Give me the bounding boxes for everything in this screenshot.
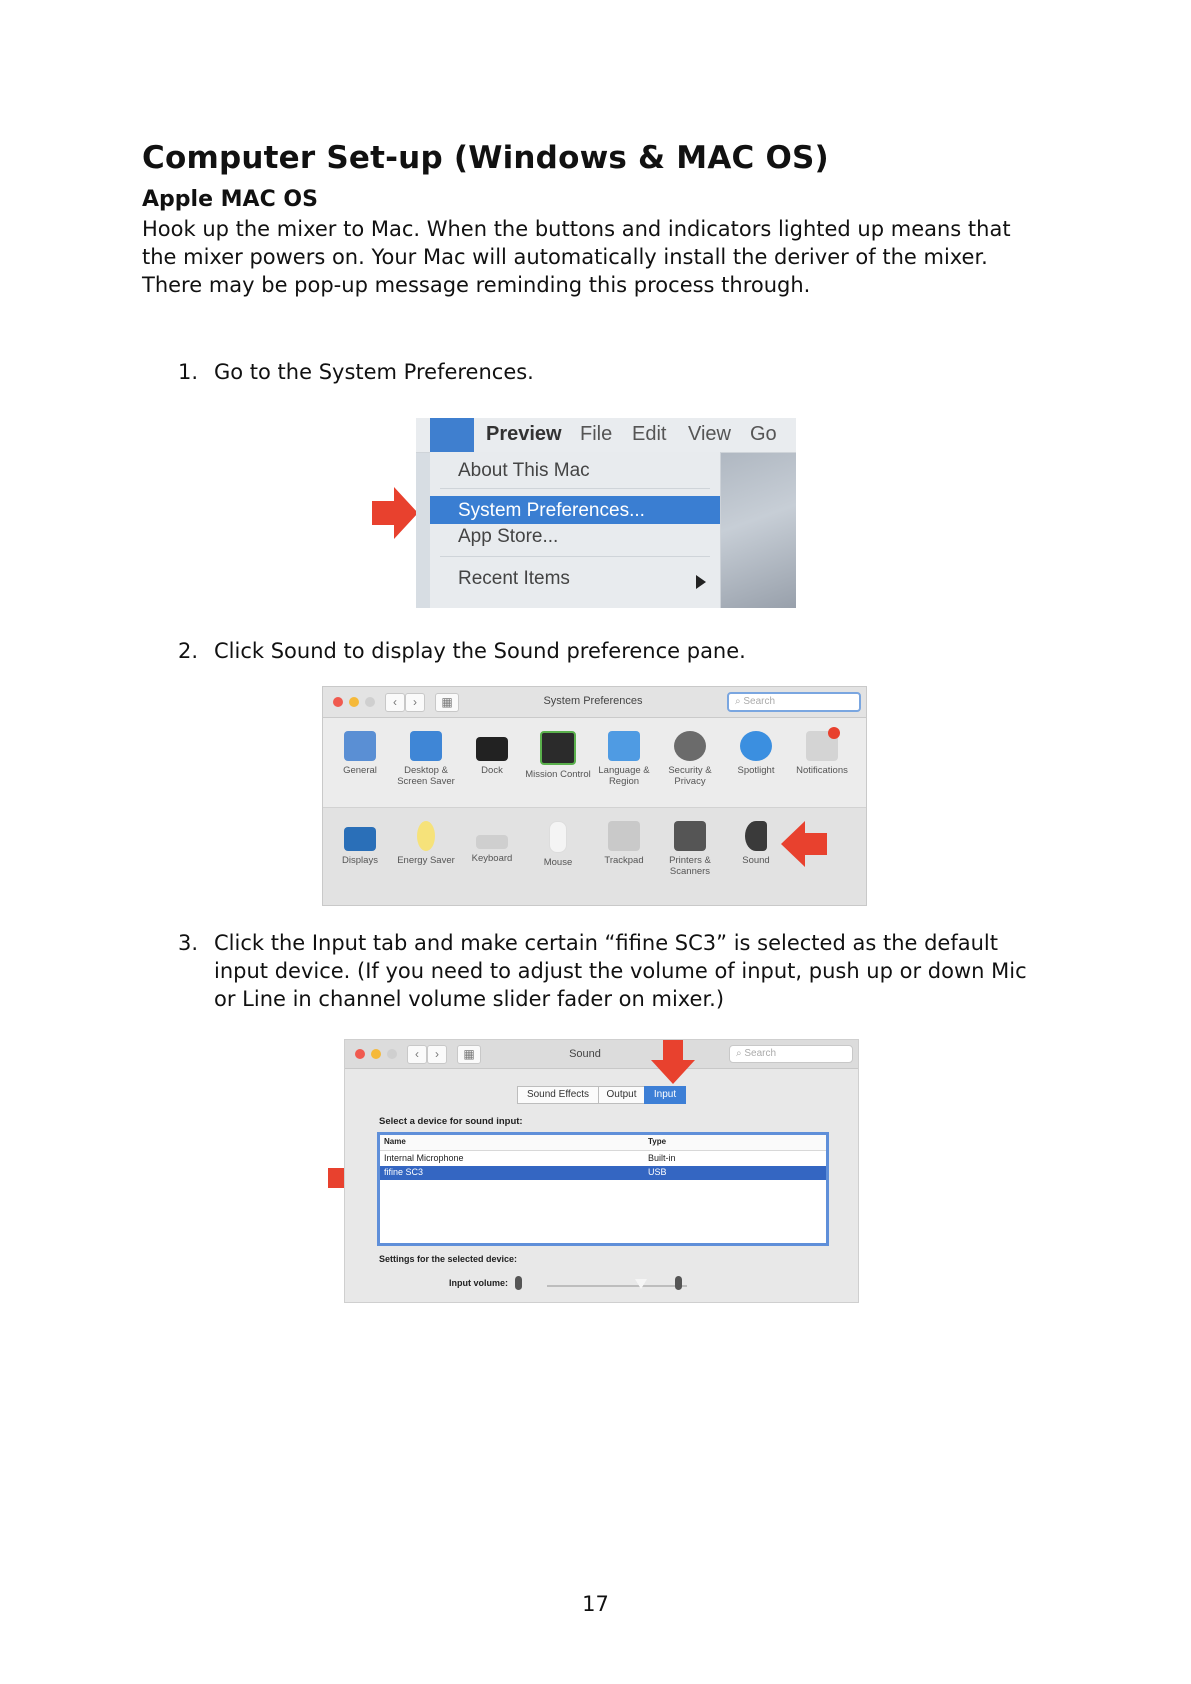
step-number: 3. bbox=[178, 931, 199, 955]
submenu-arrow-icon bbox=[696, 575, 706, 589]
printer-icon bbox=[674, 821, 706, 851]
device-name-fifine[interactable]: fifine SC3 bbox=[384, 1167, 424, 1177]
mic-high-icon bbox=[675, 1276, 682, 1290]
close-icon[interactable] bbox=[355, 1049, 365, 1059]
menu-go[interactable]: Go bbox=[750, 423, 777, 445]
select-device-label: Select a device for sound input: bbox=[379, 1116, 523, 1127]
device-type-fifine: USB bbox=[648, 1167, 667, 1177]
step-text: Click Sound to display the Sound preference pane. bbox=[214, 639, 746, 663]
pref-general[interactable] bbox=[327, 731, 393, 776]
apple-dropdown-menu bbox=[430, 452, 721, 608]
section-heading: Apple MAC OS bbox=[142, 187, 318, 212]
menu-view[interactable]: View bbox=[688, 423, 731, 445]
red-arrow-down-icon bbox=[651, 1039, 695, 1084]
pref-label: Dock bbox=[481, 765, 503, 776]
intro-paragraph: Hook up the mixer to Mac. When the buttons and indicators lighted up means that the mixer powers on. Your Mac will automatically install the deriver of the mixer. There may be pop-up message reminding this process through. bbox=[142, 217, 1011, 297]
pref-displays[interactable] bbox=[327, 821, 393, 866]
pref-label: Spotlight bbox=[737, 765, 775, 776]
spotlight-icon bbox=[740, 731, 772, 761]
pref-label: Mouse bbox=[543, 857, 573, 868]
pref-label: Trackpad bbox=[604, 855, 644, 866]
input-volume-label: Input volume: bbox=[449, 1278, 508, 1288]
apple-menu-screenshot bbox=[416, 418, 796, 608]
back-icon[interactable]: ‹ bbox=[407, 1045, 427, 1064]
window-toolbar bbox=[323, 687, 866, 718]
minimize-icon[interactable] bbox=[371, 1049, 381, 1059]
search-icon: ⌕ bbox=[735, 696, 744, 707]
dock-icon bbox=[476, 737, 508, 761]
menu-bar bbox=[416, 418, 796, 453]
window-title: System Preferences bbox=[543, 695, 643, 707]
close-icon[interactable] bbox=[333, 697, 343, 707]
menu-separator bbox=[440, 488, 710, 489]
forward-icon[interactable]: › bbox=[427, 1045, 447, 1064]
pref-dock[interactable] bbox=[459, 731, 525, 776]
slider-thumb[interactable] bbox=[635, 1279, 647, 1289]
window-toolbar bbox=[345, 1040, 858, 1069]
step-number: 1. bbox=[178, 360, 199, 384]
step-text: Click the Input tab and make certain “fifine SC3” is selected as the default input device. (If you need to adjust the volume of input, push up or down Mic or Line in channel volume slider fader on mixer.) bbox=[214, 931, 1027, 1011]
step-text: Go to the System Preferences. bbox=[214, 360, 534, 384]
pref-label: Energy Saver bbox=[397, 855, 455, 866]
pref-mission-control[interactable] bbox=[525, 731, 591, 780]
energy-saver-icon bbox=[417, 821, 435, 851]
pref-keyboard[interactable] bbox=[459, 821, 525, 864]
system-preferences-screenshot bbox=[322, 686, 867, 906]
search-placeholder: Search bbox=[744, 1048, 777, 1059]
step-number: 2. bbox=[178, 639, 199, 663]
mic-low-icon bbox=[515, 1276, 522, 1290]
pref-trackpad[interactable] bbox=[591, 821, 657, 866]
input-device-table bbox=[377, 1132, 829, 1246]
language-icon bbox=[608, 731, 640, 761]
zoom-icon[interactable] bbox=[365, 697, 375, 707]
menu-item-about[interactable]: About This Mac bbox=[458, 460, 590, 481]
speaker-icon bbox=[745, 821, 767, 851]
grid-view-icon[interactable]: ▦ bbox=[457, 1045, 481, 1064]
menu-separator bbox=[440, 556, 710, 557]
keyboard-icon bbox=[476, 835, 508, 849]
pref-language-region[interactable] bbox=[591, 731, 657, 787]
pref-label: Sound bbox=[742, 855, 770, 866]
table-header bbox=[380, 1135, 826, 1151]
menu-file[interactable]: File bbox=[580, 423, 613, 445]
pref-label: Keyboard bbox=[471, 853, 513, 864]
red-arrow-icon bbox=[781, 821, 827, 867]
menu-item-system-preferences[interactable]: System Preferences... bbox=[458, 500, 645, 521]
apple-menu-button[interactable] bbox=[430, 418, 474, 452]
mouse-icon bbox=[549, 821, 567, 853]
forward-icon[interactable]: › bbox=[405, 693, 425, 712]
pref-sound[interactable] bbox=[723, 821, 789, 866]
pref-spotlight[interactable] bbox=[723, 731, 789, 776]
pref-label: Language & Region bbox=[598, 765, 650, 787]
desktop-background bbox=[720, 448, 796, 608]
pref-label: Notifications bbox=[796, 765, 848, 776]
search-input[interactable] bbox=[727, 692, 861, 712]
window-title: Sound bbox=[569, 1048, 601, 1060]
back-icon[interactable]: ‹ bbox=[385, 693, 405, 712]
tab-input[interactable]: Input bbox=[644, 1086, 686, 1104]
desktop-icon bbox=[410, 731, 442, 761]
search-placeholder: Search bbox=[743, 696, 776, 707]
menu-edit[interactable]: Edit bbox=[632, 423, 667, 445]
column-type-header: Type bbox=[648, 1137, 667, 1146]
pref-security[interactable] bbox=[657, 731, 723, 787]
grid-view-icon[interactable]: ▦ bbox=[435, 693, 459, 712]
notifications-icon bbox=[806, 731, 838, 761]
tab-output[interactable]: Output bbox=[598, 1086, 645, 1104]
trackpad-icon bbox=[608, 821, 640, 851]
input-volume-slider[interactable] bbox=[547, 1285, 687, 1287]
tab-sound-effects[interactable]: Sound Effects bbox=[517, 1086, 599, 1104]
settings-label: Settings for the selected device: bbox=[379, 1254, 518, 1264]
red-arrow-icon bbox=[372, 487, 418, 539]
pref-desktop[interactable] bbox=[393, 731, 459, 787]
pref-mouse[interactable] bbox=[525, 821, 591, 868]
search-icon: ⌕ bbox=[736, 1048, 745, 1059]
table-row-selected[interactable] bbox=[380, 1166, 826, 1180]
general-icon bbox=[344, 731, 376, 761]
sound-input-screenshot bbox=[344, 1039, 859, 1303]
pref-label: Desktop & Screen Saver bbox=[397, 765, 455, 787]
pref-energy-saver[interactable] bbox=[393, 821, 459, 866]
device-type-internal: Built-in bbox=[648, 1153, 676, 1163]
security-icon bbox=[674, 731, 706, 761]
pref-label: Displays bbox=[342, 855, 378, 866]
pref-label: General bbox=[343, 765, 377, 776]
minimize-icon[interactable] bbox=[349, 697, 359, 707]
pref-notifications[interactable] bbox=[789, 731, 855, 776]
pref-label: Mission Control bbox=[525, 769, 591, 780]
menu-preview[interactable]: Preview bbox=[486, 423, 562, 445]
displays-icon bbox=[344, 827, 376, 851]
menu-item-app-store[interactable]: App Store... bbox=[458, 526, 559, 547]
pref-label: Printers & Scanners bbox=[669, 855, 711, 877]
search-input[interactable] bbox=[729, 1045, 853, 1063]
page-number: 17 bbox=[582, 1592, 609, 1616]
mission-control-icon bbox=[540, 731, 576, 765]
page-title: Computer Set-up (Windows & MAC OS) bbox=[142, 140, 829, 176]
menu-item-recent-items[interactable]: Recent Items bbox=[458, 568, 570, 589]
pref-label: Security & Privacy bbox=[668, 765, 712, 787]
zoom-icon[interactable] bbox=[387, 1049, 397, 1059]
device-name-internal[interactable]: Internal Microphone bbox=[384, 1153, 464, 1163]
column-name-header: Name bbox=[384, 1137, 406, 1146]
pref-printers[interactable] bbox=[657, 821, 723, 877]
